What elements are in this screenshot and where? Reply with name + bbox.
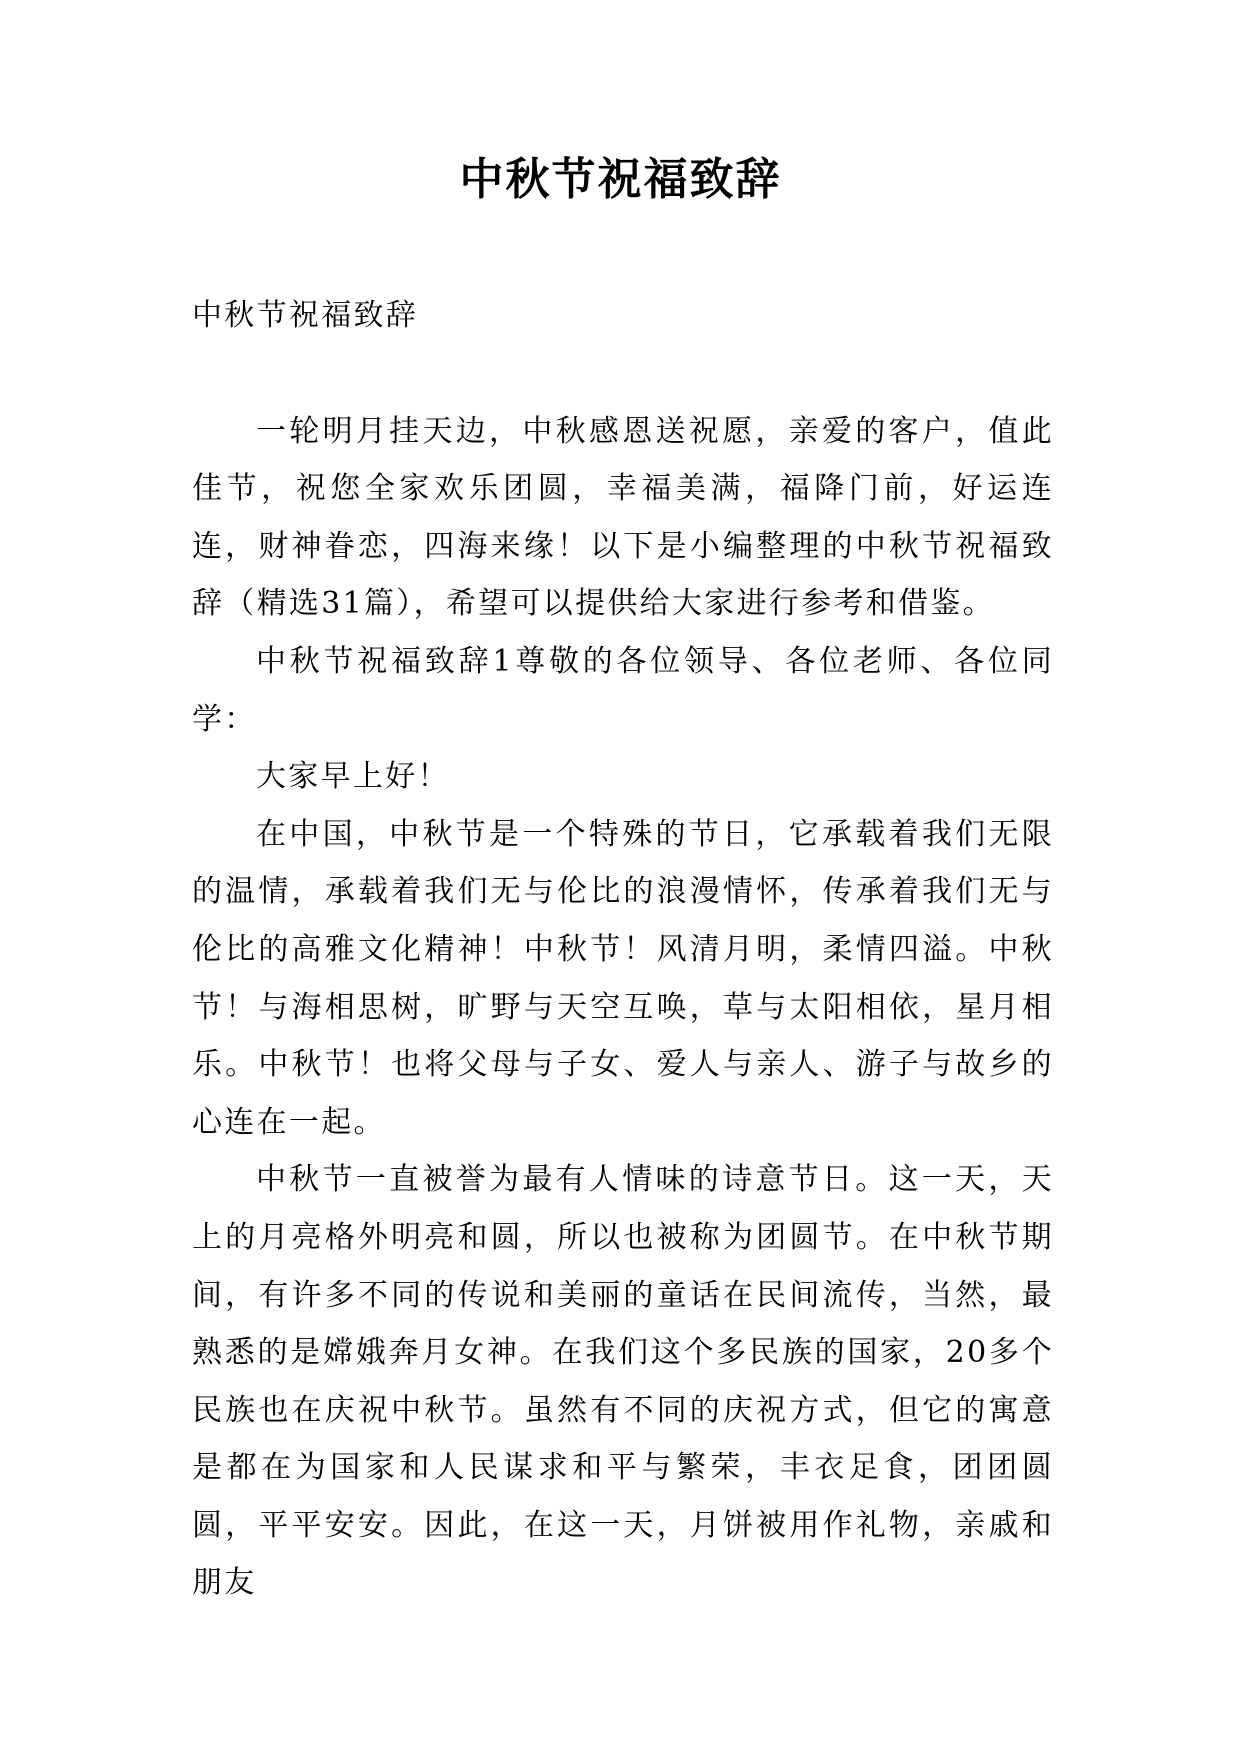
document-subtitle: 中秋节祝福致辞 <box>192 298 419 333</box>
paragraph-festival-traditions: 中秋节一直被誉为最有人情味的诗意节日。这一天，天上的月亮格外明亮和圆，所以也被称为团圆节。在中秋节期间，有许多不同的传说和美丽的童话在民间流传，当然，最熟悉的是嫦娥奔月女神。在我们这个多民族的国家，20多个民族也在庆祝中秋节。虽然有不同的庆祝方式，但它的寓意是都在为国家和人民谋求和平与繁荣，丰衣足食，团团圆圆，平平安安。因此，在这一天，月饼被用作礼物，亲戚和朋友 <box>192 1162 1054 1601</box>
document-title: 中秋节祝福致辞 <box>459 154 782 205</box>
paragraph-intro: 一轮明月挂天边，中秋感恩送祝愿，亲爱的客户，值此佳节，祝您全家欢乐团圆，幸福美满，福降门前，好运连连，财神眷恋，四海来缘！以下是小编整理的中秋节祝福致辞（精选31篇），希望可以提供给大家进行参考和借鉴。 <box>192 413 1054 622</box>
document-body <box>192 287 1054 1612</box>
paragraph-festival-meaning: 在中国，中秋节是一个特殊的节日，它承载着我们无限的温情，承载着我们无与伦比的浪漫情怀，传承着我们无与伦比的高雅文化精神！中秋节！风清月明，柔情四溢。中秋节！与海相思树，旷野与天空互唤，草与太阳相依，星月相乐。中秋节！也将父母与子女、爱人与亲人、游子与故乡的心连在一起。 <box>192 816 1054 1140</box>
paragraph-good-morning: 大家早上好！ <box>256 759 450 795</box>
paragraph-greeting-heading: 中秋节祝福致辞1尊敬的各位领导、各位老师、各位同学： <box>192 643 1054 737</box>
